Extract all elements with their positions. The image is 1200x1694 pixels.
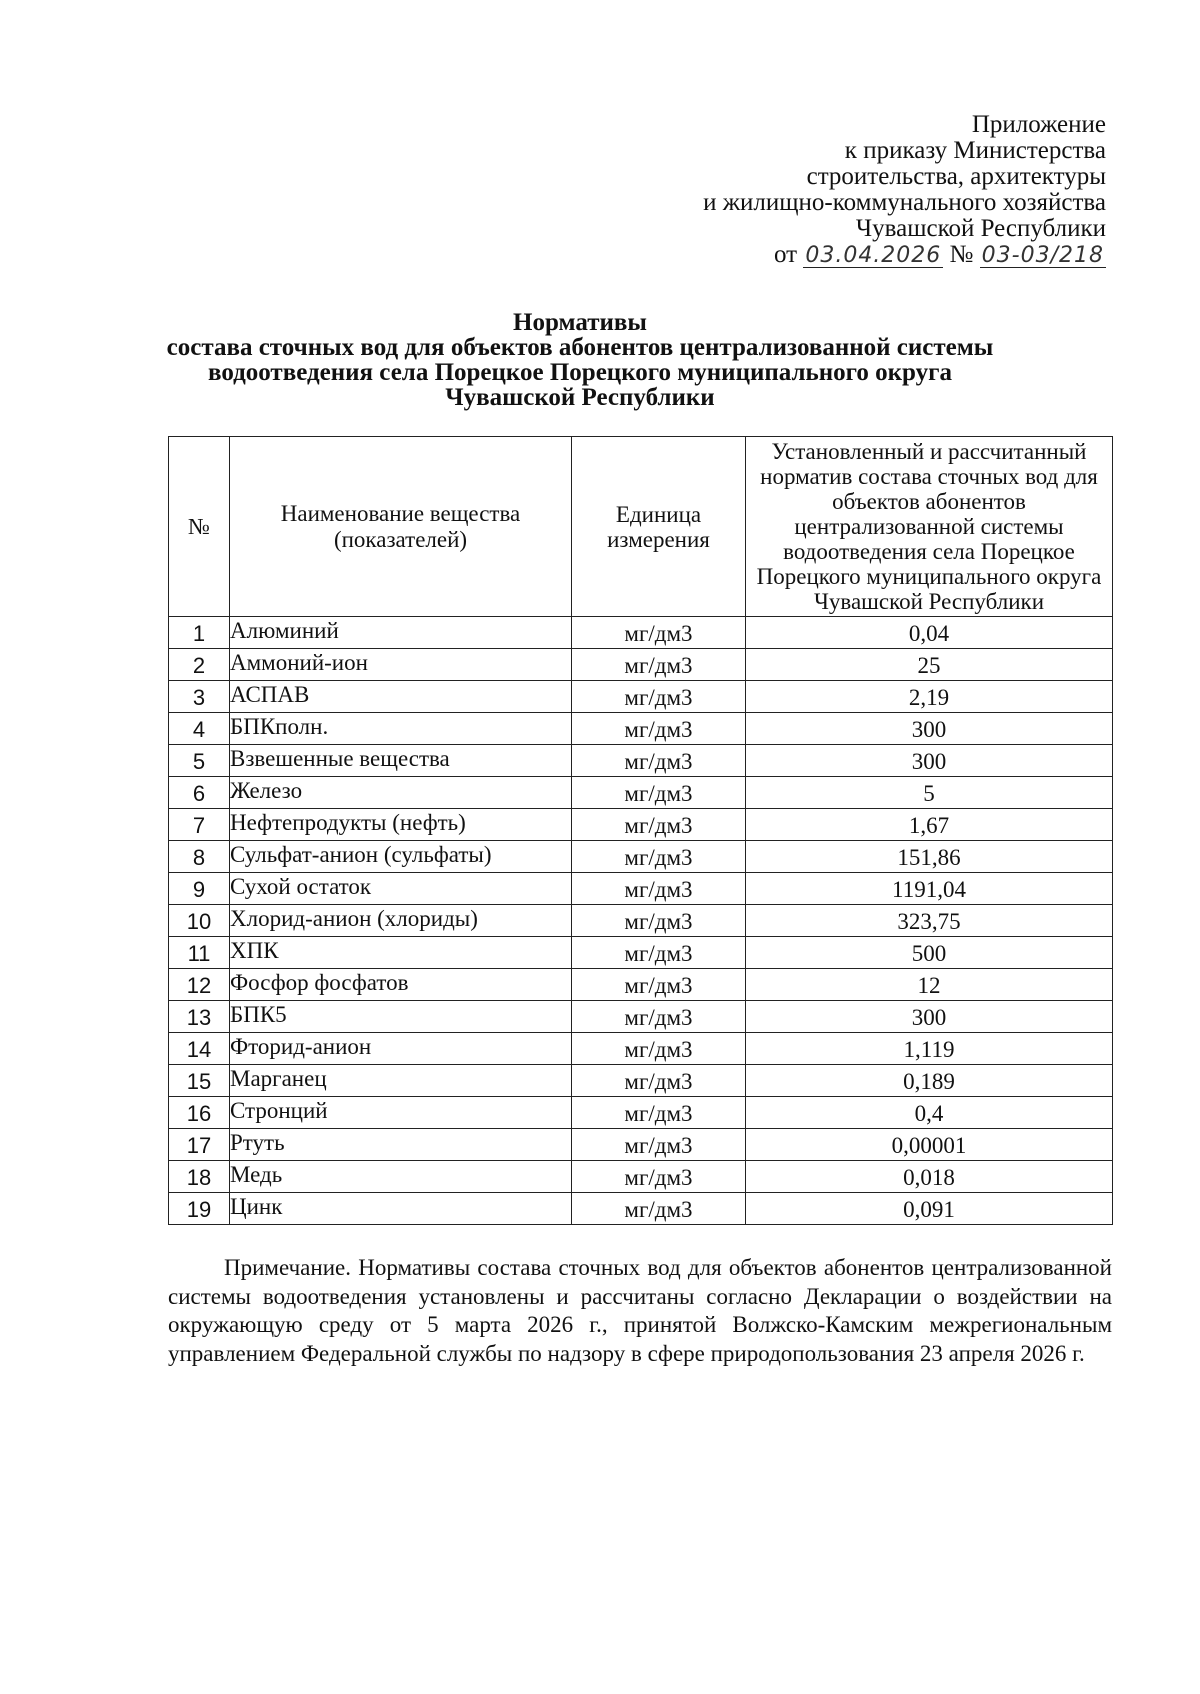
substance-name: Железо (230, 777, 572, 809)
unit-cell: мг/дм3 (572, 1097, 746, 1129)
unit-cell: мг/дм3 (572, 1001, 746, 1033)
unit-cell: мг/дм3 (572, 873, 746, 905)
substance-name: Фосфор фосфатов (230, 969, 572, 1001)
norm-value: 0,091 (746, 1193, 1113, 1225)
substance-name: Медь (230, 1161, 572, 1193)
row-number: 10 (169, 905, 230, 937)
row-number: 12 (169, 969, 230, 1001)
row-number: 11 (169, 937, 230, 969)
table-row (169, 1097, 1113, 1129)
unit-cell: мг/дм3 (572, 841, 746, 873)
norm-value: 25 (746, 649, 1113, 681)
norm-value: 500 (746, 937, 1113, 969)
norm-value: 0,4 (746, 1097, 1113, 1129)
row-number: 19 (169, 1193, 230, 1225)
table-header-row (169, 437, 1113, 617)
table-row (169, 905, 1113, 937)
unit-cell: мг/дм3 (572, 649, 746, 681)
title-line: Чувашской Республики (445, 384, 715, 411)
norm-value: 0,04 (746, 617, 1113, 649)
header-num: № (169, 437, 230, 617)
substance-name: Ртуть (230, 1129, 572, 1161)
table-row (169, 617, 1113, 649)
table-row (169, 777, 1113, 809)
substance-name: Цинк (230, 1193, 572, 1225)
norm-value: 0,018 (746, 1161, 1113, 1193)
table-row (169, 873, 1113, 905)
row-number: 14 (169, 1033, 230, 1065)
title-line: состава сточных вод для объектов абонентов централизованной системы (166, 334, 994, 361)
substance-name: АСПАВ (230, 681, 572, 713)
substance-name: Нефтепродукты (нефть) (230, 809, 572, 841)
table-row (169, 809, 1113, 841)
table-row (169, 681, 1113, 713)
table-row (169, 1129, 1113, 1161)
row-number: 7 (169, 809, 230, 841)
row-number: 15 (169, 1065, 230, 1097)
substance-name: Стронций (230, 1097, 572, 1129)
norm-value: 1191,04 (746, 873, 1113, 905)
appendix-header (703, 112, 1106, 268)
appendix-line: к приказу Министерства (844, 137, 1106, 164)
table-row (169, 745, 1113, 777)
unit-cell: мг/дм3 (572, 1193, 746, 1225)
norms-table (168, 436, 1113, 1225)
row-number: 17 (169, 1129, 230, 1161)
header-unit: Единица измерения (572, 437, 746, 617)
title-line: водоотведения села Порецкое Порецкого муниципального округа (208, 359, 952, 386)
order-date-number (703, 242, 1106, 268)
row-number: 16 (169, 1097, 230, 1129)
substance-name: Сухой остаток (230, 873, 572, 905)
unit-cell: мг/дм3 (572, 745, 746, 777)
table-row (169, 969, 1113, 1001)
norm-value: 5 (746, 777, 1113, 809)
table-row (169, 937, 1113, 969)
table-row (169, 841, 1113, 873)
header-norm: Установленный и рассчитанный норматив состава сточных вод для объектов абонентов централизованной системы водоотведения села Порецкое Порецкого муниципального округа Чувашской Республики (746, 437, 1113, 617)
substance-name: БПКполн. (230, 713, 572, 745)
substance-name: Фторид-анион (230, 1033, 572, 1065)
table-row (169, 713, 1113, 745)
row-number: 5 (169, 745, 230, 777)
table-body (169, 617, 1113, 1225)
substance-name: ХПК (230, 937, 572, 969)
header-name: Наименование вещества (показателей) (230, 437, 572, 617)
substance-name: Взвешенные вещества (230, 745, 572, 777)
unit-cell: мг/дм3 (572, 713, 746, 745)
norm-value: 12 (746, 969, 1113, 1001)
row-number: 2 (169, 649, 230, 681)
norm-value: 2,19 (746, 681, 1113, 713)
norm-value: 0,00001 (746, 1129, 1113, 1161)
table-row (169, 1001, 1113, 1033)
substance-name: Сульфат-анион (сульфаты) (230, 841, 572, 873)
unit-cell: мг/дм3 (572, 1161, 746, 1193)
order-number: 03-03/218 (981, 243, 1104, 268)
row-number: 1 (169, 617, 230, 649)
norm-value: 323,75 (746, 905, 1113, 937)
norm-value: 300 (746, 1001, 1113, 1033)
table-row (169, 1193, 1113, 1225)
unit-cell: мг/дм3 (572, 1033, 746, 1065)
row-number: 8 (169, 841, 230, 873)
row-number: 13 (169, 1001, 230, 1033)
unit-cell: мг/дм3 (572, 1065, 746, 1097)
order-date: 03.04.2026 (805, 243, 942, 268)
appendix-line: Чувашской Республики (855, 215, 1106, 242)
norm-value: 300 (746, 713, 1113, 745)
norm-value: 0,189 (746, 1065, 1113, 1097)
norm-value: 151,86 (746, 841, 1113, 873)
substance-name: Хлорид-анион (хлориды) (230, 905, 572, 937)
substance-name: БПК5 (230, 1001, 572, 1033)
appendix-line: строительства, архитектуры (806, 163, 1106, 190)
document-title (140, 310, 1020, 410)
appendix-line: и жилищно-коммунального хозяйства (703, 189, 1106, 216)
table-row (169, 1161, 1113, 1193)
substance-name: Алюминий (230, 617, 572, 649)
date-prefix: от (773, 241, 798, 268)
unit-cell: мг/дм3 (572, 905, 746, 937)
note-paragraph: Примечание. Нормативы состава сточных вод для объектов абонентов централизованной системы водоотведения установлены и рассчитаны согласно Декларации о воздействии на окружающую среду от 5 марта 2026 г., принятой Волжско-Камским межрегиональным управлением Федеральной службы по надзору в сфере природопользования 23 апреля 2026 г. (168, 1255, 1112, 1366)
unit-cell: мг/дм3 (572, 1129, 746, 1161)
unit-cell: мг/дм3 (572, 777, 746, 809)
unit-cell: мг/дм3 (572, 617, 746, 649)
substance-name: Аммоний-ион (230, 649, 572, 681)
row-number: 18 (169, 1161, 230, 1193)
row-number: 3 (169, 681, 230, 713)
row-number: 4 (169, 713, 230, 745)
appendix-title: Приложение (971, 111, 1106, 138)
unit-cell: мг/дм3 (572, 681, 746, 713)
table-row (169, 1065, 1113, 1097)
substance-name: Марганец (230, 1065, 572, 1097)
table-row (169, 1033, 1113, 1065)
row-number: 9 (169, 873, 230, 905)
norm-value: 1,67 (746, 809, 1113, 841)
unit-cell: мг/дм3 (572, 937, 746, 969)
norm-value: 1,119 (746, 1033, 1113, 1065)
unit-cell: мг/дм3 (572, 809, 746, 841)
unit-cell: мг/дм3 (572, 969, 746, 1001)
number-prefix: № (949, 241, 974, 268)
table-row (169, 649, 1113, 681)
title-line: Нормативы (513, 309, 647, 336)
row-number: 6 (169, 777, 230, 809)
norm-value: 300 (746, 745, 1113, 777)
